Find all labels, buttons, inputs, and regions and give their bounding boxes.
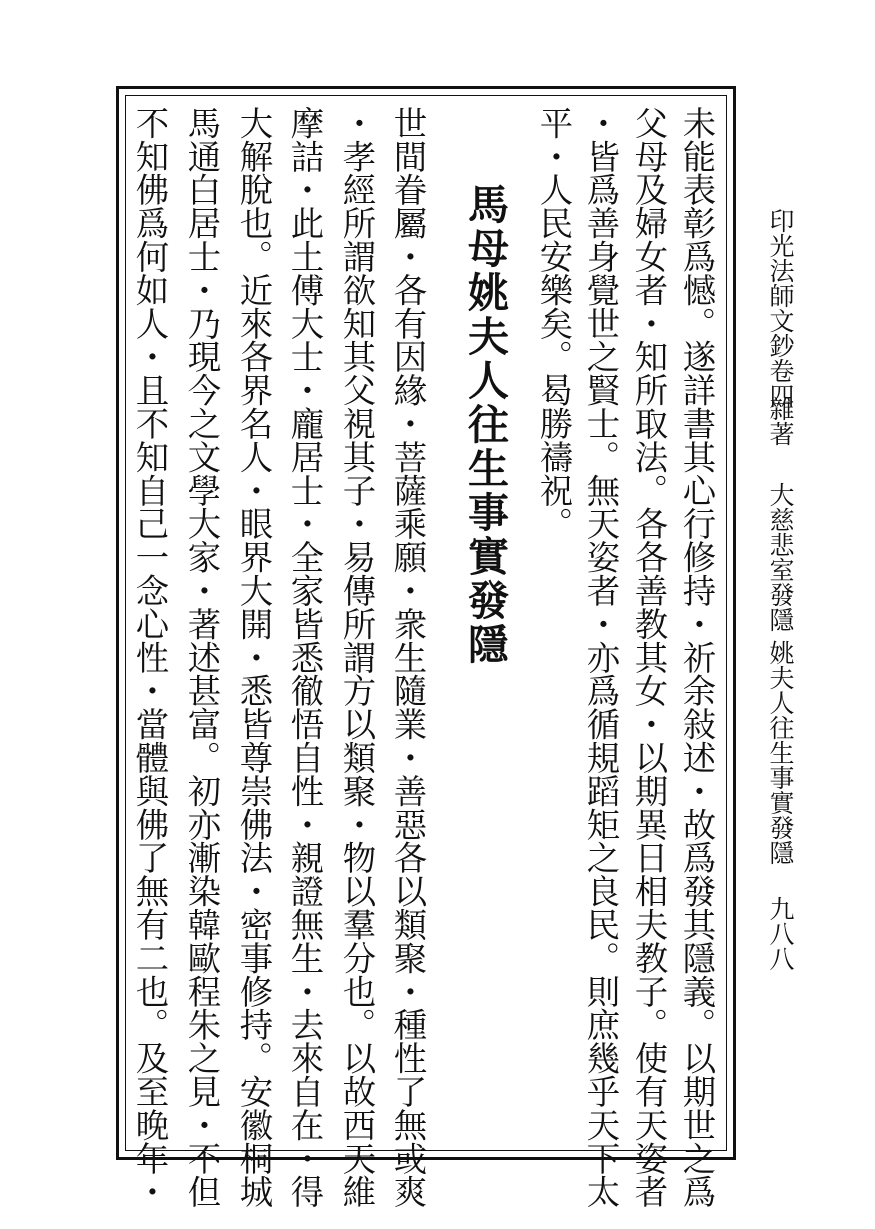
text-column-1: 未能表彰爲憾。遂詳書其心行修持・祈余敍述・故爲發其隱義。以期世之爲 xyxy=(677,106,717,1209)
running-header-article: 姚夫人往生事實發隱 xyxy=(766,640,795,865)
text-column-9: 馬通白居士・乃現今之文學大家・著述甚富。初亦漸染韓歐程朱之見・不但 xyxy=(182,106,222,1209)
text-column-8: 大解脫也。近來各界名人・眼界大開・悉皆尊崇佛法・密事修持。安徽桐城 xyxy=(234,106,274,1209)
running-header-book: 印光法師文鈔卷四 xyxy=(766,208,795,408)
text-column-5: 世間眷屬・各有因緣・菩薩乘願・衆生隨業・善惡各以類聚・種性了無或爽 xyxy=(388,106,428,1209)
text-column-3: ・皆爲善身覺世之賢士。無天姿者・亦爲循規蹈矩之良民。則庶幾乎天下太 xyxy=(581,106,621,1209)
text-column-4: 平・人民安樂矣。曷勝禱祝。 xyxy=(534,106,574,541)
text-column-2: 父母及婦女者・知所取法。各各善教其女・以期異日相夫教子。使有天姿者 xyxy=(629,106,669,1209)
running-header-subsection: 大慈悲室發隱 xyxy=(766,482,795,632)
text-column-6: ・孝經所謂欲知其父視其子・易傳所謂方以類聚・物以羣分也。以故西天維 xyxy=(337,106,377,1209)
text-column-10: 不知佛爲何如人・且不知自己一念心性・當體與佛了無有二也。及至晚年・ xyxy=(130,106,170,1209)
running-header-section: 雜著 xyxy=(766,396,795,446)
page-number: 九八八 xyxy=(766,896,795,971)
article-title: 馬母姚夫人往生事實發隱 xyxy=(461,183,509,667)
text-column-7: 摩詰・此土傅大士・龐居士・全家皆悉徹悟自性・親證無生・去來自在・得 xyxy=(285,106,325,1209)
